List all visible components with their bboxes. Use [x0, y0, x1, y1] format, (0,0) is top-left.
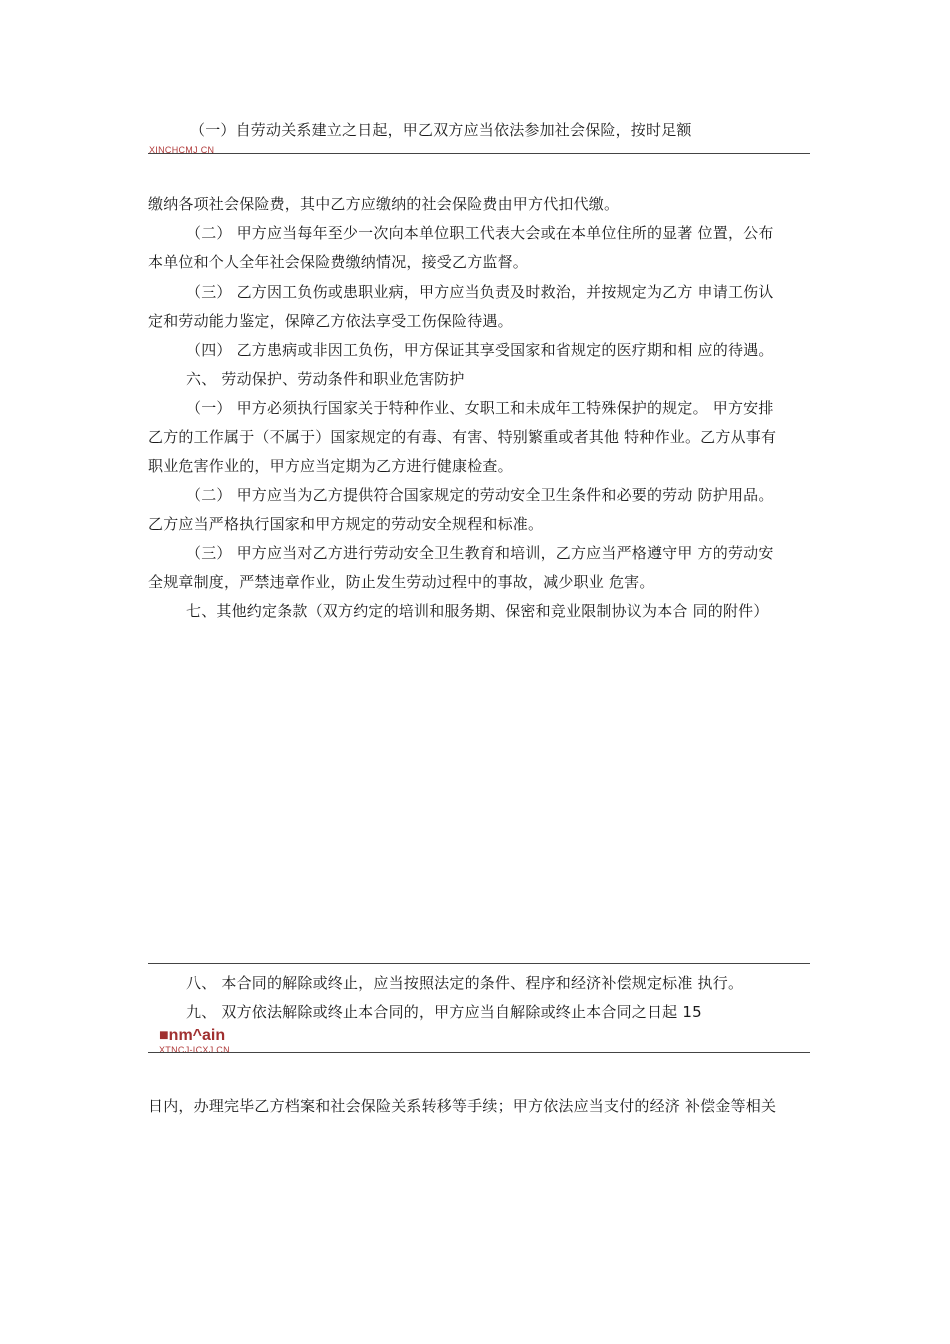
- footer-divider-bottom: [148, 1052, 810, 1053]
- paragraph-line: 职业危害作业的，甲方应当定期为乙方进行健康检查。: [148, 457, 513, 475]
- paragraph-line: （一） 甲方必须执行国家关于特种作业、女职工和未成年工特殊保护的规定。 甲方安排: [186, 399, 774, 417]
- paragraph-line: 乙方应当严格执行国家和甲方规定的劳动安全规程和标准。: [148, 515, 544, 533]
- watermark-label: XINCHCMJ CN: [149, 145, 215, 155]
- header-clause-line: （一）自劳动关系建立之日起，甲乙双方应当依法参加社会保险，按时足额: [190, 121, 692, 139]
- paragraph-line: （三） 乙方因工负伤或患职业病，甲方应当负责及时救治，并按规定为乙方 申请工伤认: [186, 283, 774, 301]
- watermark-label: XTNCJ-ICXJ CN: [159, 1045, 230, 1055]
- watermark-logo: ■nm^ain: [159, 1027, 226, 1044]
- paragraph-line: 本单位和个人全年社会保险费缴纳情况，接受乙方监督。: [148, 253, 529, 271]
- paragraph-line: （二） 甲方应当每年至少一次向本单位职工代表大会或在本单位住所的显著 位置，公布: [186, 224, 774, 242]
- section-heading: 九、 双方依法解除或终止本合同的，甲方应当自解除或终止本合同之日起 15: [186, 1003, 702, 1021]
- paragraph-line: 乙方的工作属于（不属于）国家规定的有毒、有害、特别繁重或者其他 特种作业。乙方从事有: [148, 428, 777, 446]
- footer-divider-top: [148, 963, 810, 964]
- section-heading: 七、其他约定条款（双方约定的培训和服务期、保密和竞业限制协议为本合 同的附件）: [186, 602, 769, 620]
- paragraph-line: 日内，办理完毕乙方档案和社会保险关系转移等手续；甲方依法应当支付的经济 补偿金等相关: [148, 1097, 777, 1115]
- paragraph-line: 全规章制度，严禁违章作业，防止发生劳动过程中的事故，减少职业 危害。: [148, 573, 655, 591]
- paragraph-line: 定和劳动能力鉴定，保障乙方依法享受工伤保险待遇。: [148, 312, 513, 330]
- section-heading: 六、 劳动保护、劳动条件和职业危害防护: [186, 370, 465, 388]
- header-divider: [148, 153, 810, 154]
- section-heading: 八、 本合同的解除或终止，应当按照法定的条件、程序和经济补偿规定标准 执行。: [186, 974, 744, 992]
- paragraph-line: 缴纳各项社会保险费，其中乙方应缴纳的社会保险费由甲方代扣代缴。: [148, 195, 620, 213]
- paragraph-line: （二） 甲方应当为乙方提供符合国家规定的劳动安全卫生条件和必要的劳动 防护用品。: [186, 486, 774, 504]
- paragraph-line: （三） 甲方应当对乙方进行劳动安全卫生教育和培训，乙方应当严格遵守甲 方的劳动安: [186, 544, 774, 562]
- paragraph-line: （四） 乙方患病或非因工负伤，甲方保证其享受国家和省规定的医疗期和相 应的待遇。: [186, 341, 774, 359]
